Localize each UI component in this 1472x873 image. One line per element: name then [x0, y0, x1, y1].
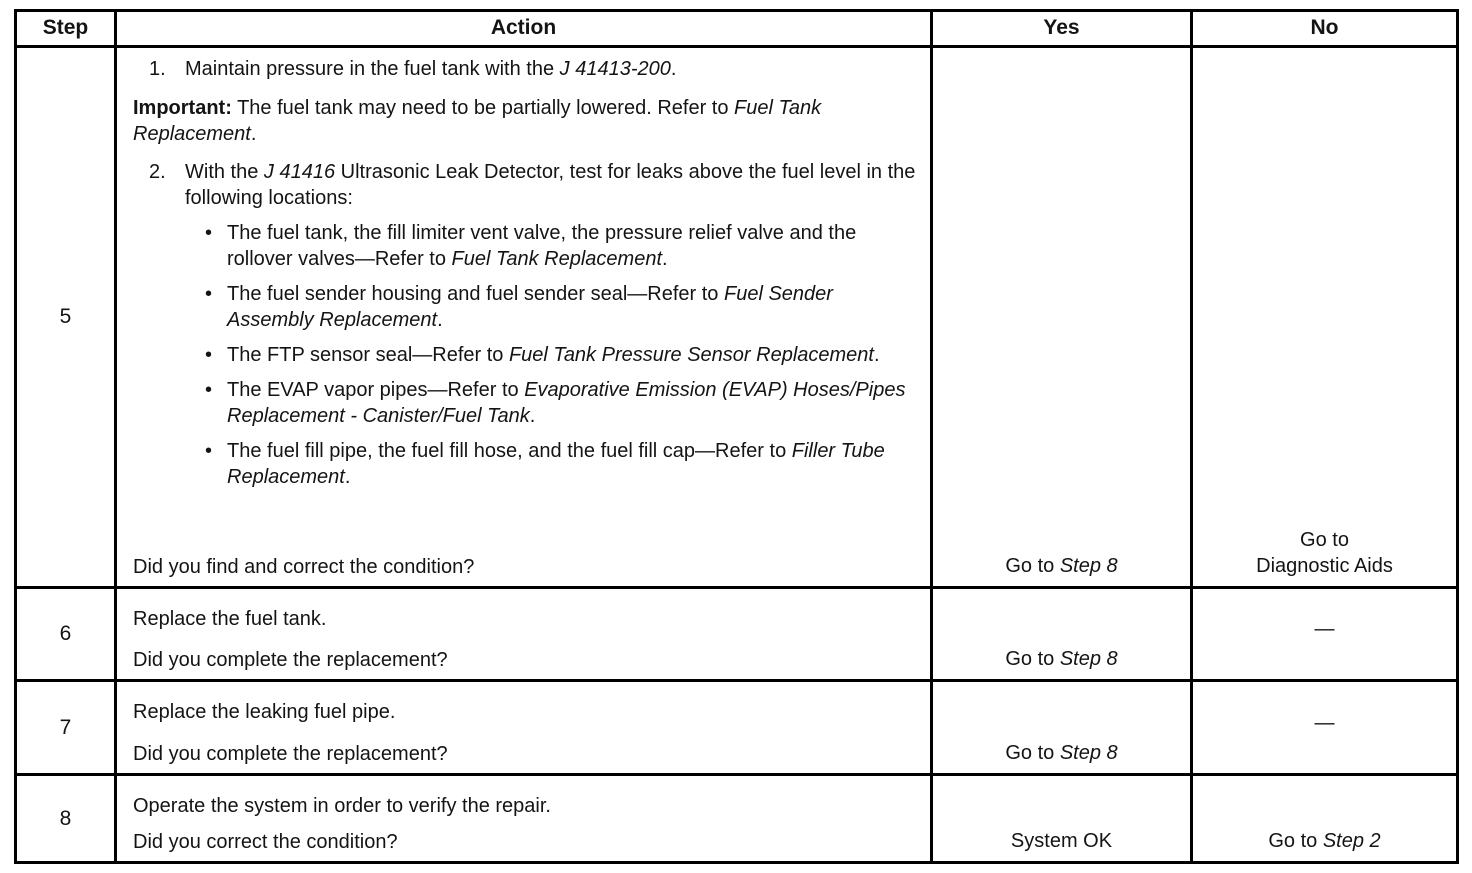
text-segment: Go to: [1005, 555, 1060, 577]
action-cell: [116, 588, 932, 681]
text-segment: .: [662, 248, 668, 270]
no-cell-content: [1193, 682, 1456, 773]
text-segment: .: [344, 466, 351, 488]
text-segment: Fuel Tank Pressure Sensor Replacement: [508, 344, 874, 366]
col-header-no: No: [1192, 11, 1458, 47]
action-content: [117, 776, 930, 861]
action-numbered: [149, 159, 918, 211]
text-segment: Did you complete the replacement?: [133, 649, 448, 671]
text-segment: Step 8: [1059, 742, 1118, 764]
action-bullet: [205, 281, 918, 333]
bullet-icon: •: [205, 222, 213, 244]
header-row: [16, 11, 1458, 47]
action-content: [117, 48, 930, 586]
answer-line: [1256, 553, 1393, 579]
text-segment: Replace the leaking fuel pipe.: [133, 701, 396, 723]
text-segment: J 41416: [263, 161, 336, 183]
bullet-item-text: [227, 281, 918, 333]
text-segment: The fuel tank may need to be partially lowered. Refer to: [231, 97, 735, 119]
text-segment: Replace the fuel tank.: [133, 608, 327, 630]
text-segment: Did you correct the condition?: [133, 831, 398, 853]
text-segment: Step 8: [1059, 555, 1118, 577]
table-body: [16, 47, 1458, 863]
text-segment: The fuel sender housing and fuel sender seal—Refer to: [227, 283, 724, 305]
col-header-action: Action: [116, 11, 932, 47]
diagnostic-table: [14, 9, 1459, 864]
col-header-yes: Yes: [932, 11, 1192, 47]
action-question: [133, 731, 918, 767]
text-segment: Important:: [133, 97, 232, 119]
text-segment: The fuel fill pipe, the fuel fill hose, and the fuel fill cap—Refer to: [227, 440, 792, 462]
action-question: [133, 544, 918, 580]
text-segment: .: [437, 309, 443, 331]
text-segment: Go to: [1300, 529, 1349, 551]
action-para: [133, 606, 918, 632]
text-segment: Operate the system in order to verify the repair.: [133, 795, 551, 817]
action-cell: [116, 681, 932, 775]
text-segment: Ultrasonic Leak Detector, test for leaks above the fuel level in the following locations:: [185, 161, 916, 209]
answer-line: [1011, 828, 1112, 854]
no-cell: [1192, 681, 1458, 775]
table-row: [16, 681, 1458, 775]
text-segment: Fuel Sender Assembly Replacement: [227, 283, 833, 331]
text-segment: Step 8: [1059, 648, 1118, 670]
bullet-item-text: [227, 377, 918, 429]
text-segment: J 41413-200: [559, 58, 671, 80]
text-segment: Did you complete the replacement?: [133, 743, 448, 765]
action-bullet: [205, 342, 918, 368]
text-segment: .: [250, 123, 257, 145]
no-cell-content: [1193, 48, 1456, 586]
text-segment: Step 2: [1322, 830, 1381, 852]
action-content: [117, 589, 930, 679]
text-segment: The EVAP vapor pipes—Refer to: [227, 379, 525, 401]
text-segment: .: [670, 58, 677, 80]
yes-cell: [932, 47, 1192, 588]
yes-cell: [932, 681, 1192, 775]
action-para: [133, 699, 918, 725]
text-segment: Maintain pressure in the fuel tank with the: [185, 58, 560, 80]
text-segment: With the: [185, 161, 264, 183]
answer-line: [1315, 616, 1335, 642]
yes-cell-content: [933, 682, 1190, 773]
no-cell-content: [1193, 776, 1456, 861]
yes-cell-content: [933, 776, 1190, 861]
step-cell: 8: [16, 775, 116, 863]
action-para: [133, 95, 918, 147]
yes-cell-content: [933, 48, 1190, 586]
action-bullet: [205, 377, 918, 429]
no-cell: [1192, 775, 1458, 863]
text-segment: Did you find and correct the condition?: [133, 556, 475, 578]
bullet-item-text: [227, 220, 918, 272]
action-numbered: [149, 56, 918, 82]
col-header-step: Step: [16, 11, 116, 47]
step-cell: 7: [16, 681, 116, 775]
bullet-icon: •: [205, 344, 213, 366]
answer-line: [1005, 646, 1117, 672]
yes-cell: [932, 588, 1192, 681]
text-segment: .: [873, 344, 880, 366]
answer-line: [1268, 828, 1380, 854]
no-cell: [1192, 47, 1458, 588]
table-row: [16, 775, 1458, 863]
text-segment: Diagnostic Aids: [1256, 555, 1393, 577]
text-segment: Fuel Tank Replacement: [133, 97, 822, 145]
table-row: [16, 588, 1458, 681]
text-segment: System OK: [1010, 830, 1113, 852]
text-segment: Evaporative Emission (EVAP) Hoses/Pipes Replacement - Canister/Fuel Tank: [227, 379, 906, 427]
bullet-icon: •: [205, 283, 213, 305]
yes-cell-content: [933, 589, 1190, 679]
text-segment: Filler Tube Replacement: [227, 440, 885, 488]
text-segment: Go to: [1005, 742, 1060, 764]
bullet-item-text: [227, 342, 918, 368]
answer-line: [1315, 710, 1335, 736]
bullet-icon: •: [205, 379, 213, 401]
text-segment: Fuel Tank Replacement: [451, 248, 663, 270]
answer-line: [1300, 527, 1349, 553]
bullet-item-text: [227, 438, 918, 490]
answer-line: [1005, 553, 1117, 579]
action-question: [133, 637, 918, 673]
action-question: [133, 819, 918, 855]
bullet-icon: •: [205, 440, 213, 462]
no-cell: [1192, 588, 1458, 681]
text-segment: Go to: [1005, 648, 1060, 670]
text-segment: The fuel tank, the fill limiter vent valve, the pressure relief valve and the rollover valves—Refer to: [227, 222, 857, 270]
action-bullet: [205, 220, 918, 272]
action-content: [117, 682, 930, 773]
action-bullet: [205, 438, 918, 490]
text-segment: Go to: [1268, 830, 1323, 852]
text-segment: —: [1314, 618, 1335, 640]
action-para: [133, 793, 918, 819]
step-cell: 6: [16, 588, 116, 681]
text-segment: .: [529, 405, 536, 427]
list-item-text: [185, 56, 918, 82]
list-number: 1.: [149, 58, 166, 80]
yes-cell: [932, 775, 1192, 863]
text-segment: —: [1314, 711, 1335, 734]
table-row: [16, 47, 1458, 588]
step-cell: 5: [16, 47, 116, 588]
answer-line: [1005, 740, 1117, 766]
no-cell-content: [1193, 589, 1456, 679]
list-number: 2.: [149, 161, 166, 183]
action-cell: [116, 775, 932, 863]
text-segment: The FTP sensor seal—Refer to: [227, 344, 509, 366]
list-item-text: [185, 159, 918, 211]
action-cell: [116, 47, 932, 588]
